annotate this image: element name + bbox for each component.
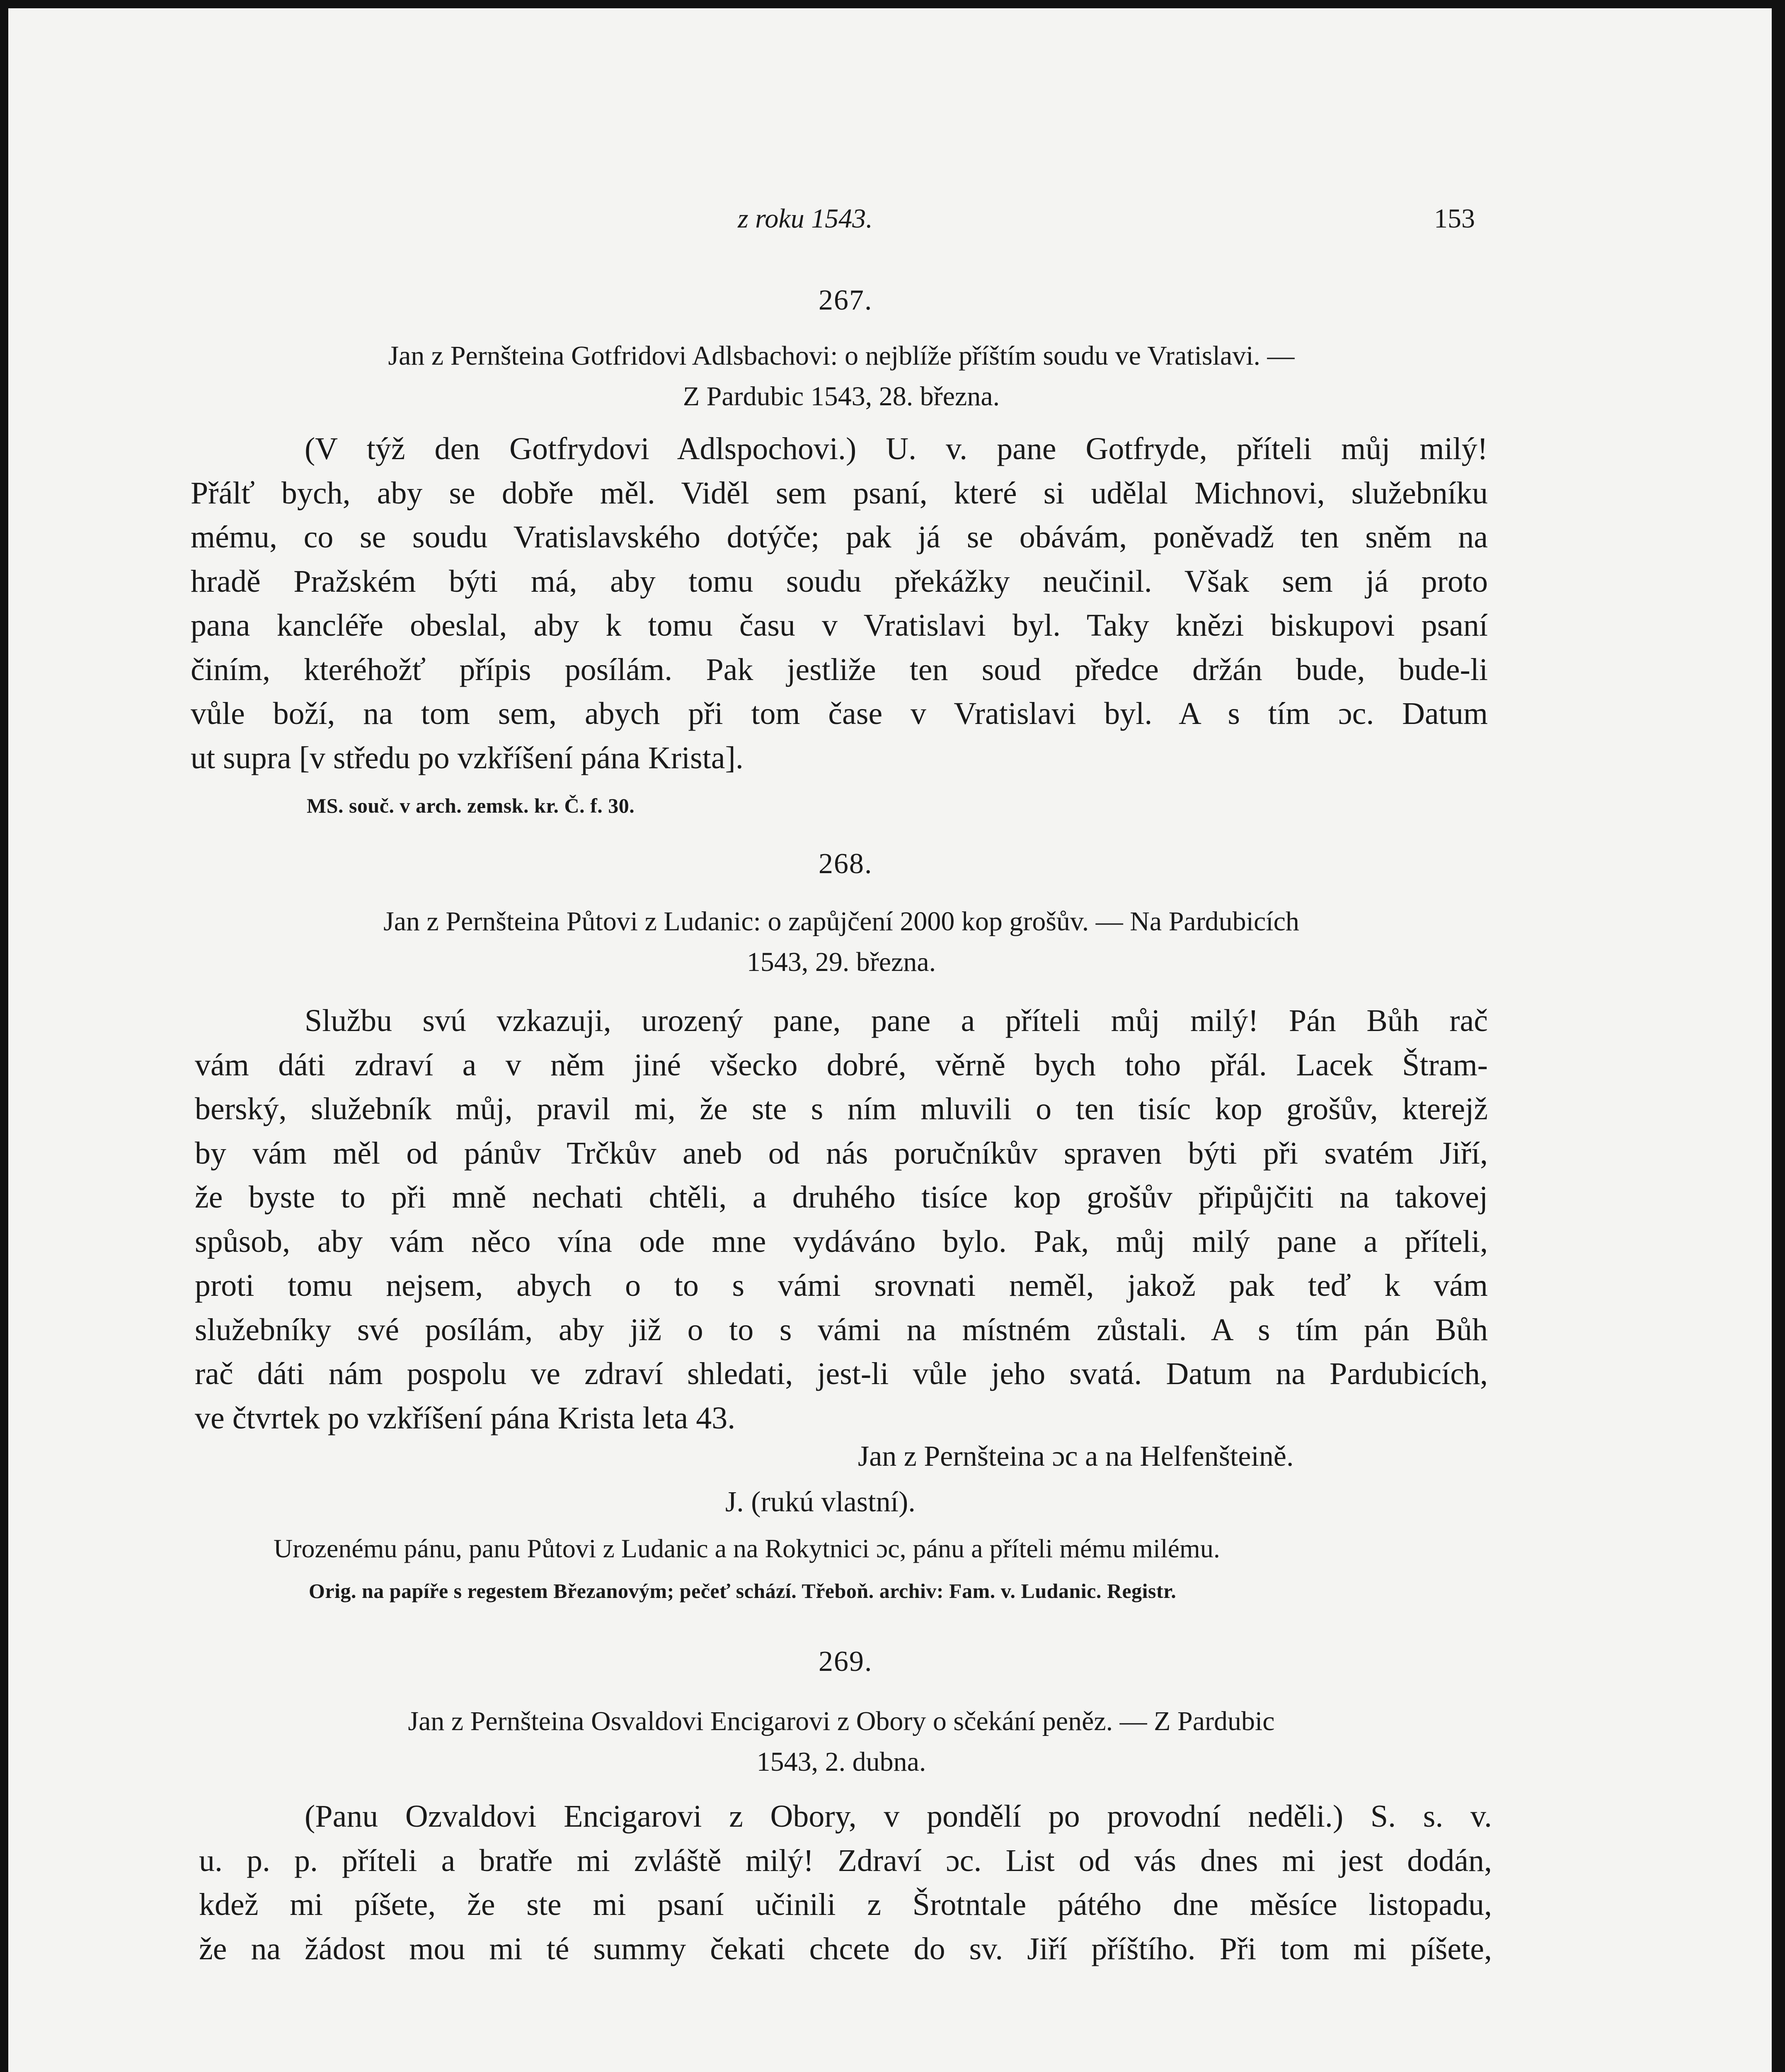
body-line: hradě Pražském býti má, aby tomu soudu překážky neučinil. Však sem já proto [191, 564, 1488, 599]
body-line: Službu svú vzkazuji, urozený pane, pane a příteli můj milý! Pán Bůh rač [305, 1003, 1488, 1038]
document-body [191, 427, 1488, 780]
document-heading [240, 1701, 1442, 1782]
heading-line: Jan z Pernšteina Půtovi z Ludanic: o zapůjčení 2000 kop grošův. — Na Pardubicích [383, 906, 1299, 937]
body-line: rač dáti nám pospolu ve zdraví shledati, jest-li vůle jeho svatá. Datum na Pardubicích, [195, 1356, 1488, 1391]
document-body [195, 999, 1488, 1440]
body-line: vůle boží, na tom sem, abych při tom čase v Vratislavi byl. A s tím ɔc. Datum [191, 696, 1488, 731]
body-line: činím, kteréhožť přípis posílám. Pak jestliže ten soud předce držán bude, bude-li [191, 652, 1488, 687]
body-line: ve čtvrtek po vzkříšení pána Krista leta 43. [195, 1400, 736, 1435]
body-line: že na žádost mou mi té summy čekati chcete do sv. Jiří příštího. Při tom mi píšete, [199, 1931, 1492, 1966]
autograph-note: J. (rukú vlastní). [725, 1486, 916, 1518]
address-line: Urozenému pánu, panu Půtovi z Ludanic a na Rokytnici ɔc, pánu a příteli mému milému. [274, 1534, 1220, 1563]
page [8, 8, 1772, 2072]
body-line: berský, služebník můj, pravil mi, že ste s ním mluvili o ten tisíc kop grošův, kterejž [195, 1092, 1488, 1126]
body-line: (V týž den Gotfrydovi Adlspochovi.) U. v. pane Gotfryde, příteli můj milý! [305, 431, 1488, 466]
body-line: kdež mi píšete, že ste mi psaní učinili z Šrotntale pátého dne měsíce listopadu, [199, 1887, 1492, 1922]
body-line: Přálť bych, aby se dobře měl. Viděl sem psaní, které si udělal Michnovi, služebníku [191, 475, 1488, 511]
heading-line: 1543, 29. března. [746, 947, 936, 977]
source-note: MS. souč. v arch. zemsk. kr. Č. f. 30. [307, 794, 635, 817]
body-line: že byste to při mně nechati chtěli, a druhého tisíce kop grošův připůjčiti na takovej [195, 1180, 1488, 1215]
signature: Jan z Pernšteina ɔc a na Helfenšteině. [858, 1440, 1294, 1472]
document-number: 268. [819, 848, 873, 880]
source-note: Orig. na papíře s regestem Březanovým; pečeť schází. Třeboň. archiv: Fam. v. Ludanic. Registr. [309, 1579, 1177, 1602]
body-line: pana kancléře obeslal, aby k tomu času v Vratislavi byl. Taky knězi biskupovi psaní [191, 608, 1488, 643]
body-line: ut supra [v středu po vzkříšení pána Krista]. [191, 740, 744, 775]
body-line: vám dáti zdraví a v něm jiné všecko dobré, věrně bych toho přál. Lacek Štram- [195, 1047, 1488, 1082]
document-heading [216, 901, 1467, 983]
body-line: mému, co se soudu Vratislavského dotýče; pak já se obávám, poněvadž ten sněm na [191, 520, 1488, 554]
body-line: (Panu Ozvaldovi Encigarovi z Obory, v pondělí po provodní neděli.) S. s. v. [305, 1799, 1492, 1834]
document-heading [240, 336, 1442, 417]
heading-line: Jan z Pernšteina Osvaldovi Encigarovi z Obory o sčekání peněz. — Z Pardubic [408, 1706, 1275, 1736]
body-line: služebníky své posílám, aby již o to s vámi na místném zůstali. A s tím pán Bůh [195, 1312, 1488, 1347]
running-title: z roku 1543. [738, 203, 873, 234]
body-line: proti tomu nejsem, abych o to s vámi srovnati neměl, jakož pak teď k vám [195, 1268, 1488, 1303]
heading-line: Z Pardubic 1543, 28. března. [683, 381, 1000, 411]
body-line: spůsob, aby vám něco vína ode mne vydáváno bylo. Pak, můj milý pane a příteli, [195, 1224, 1488, 1259]
body-line: by vám měl od pánův Trčkův aneb od nás poručníkův spraven býti při svatém Jiří, [195, 1135, 1488, 1171]
document-number: 267. [819, 284, 873, 316]
document-number: 269. [819, 1646, 873, 1677]
heading-line: Jan z Pernšteina Gotfridovi Adlsbachovi: o nejblíže příštím soudu ve Vratislavi. — [388, 341, 1295, 371]
document-body [199, 1794, 1492, 1971]
body-line: u. p. p. příteli a bratře mi zvláště milý! Zdraví ɔc. List od vás dnes mi jest dodán, [199, 1843, 1492, 1878]
page-number: 153 [1434, 203, 1475, 234]
heading-line: 1543, 2. dubna. [756, 1747, 926, 1777]
